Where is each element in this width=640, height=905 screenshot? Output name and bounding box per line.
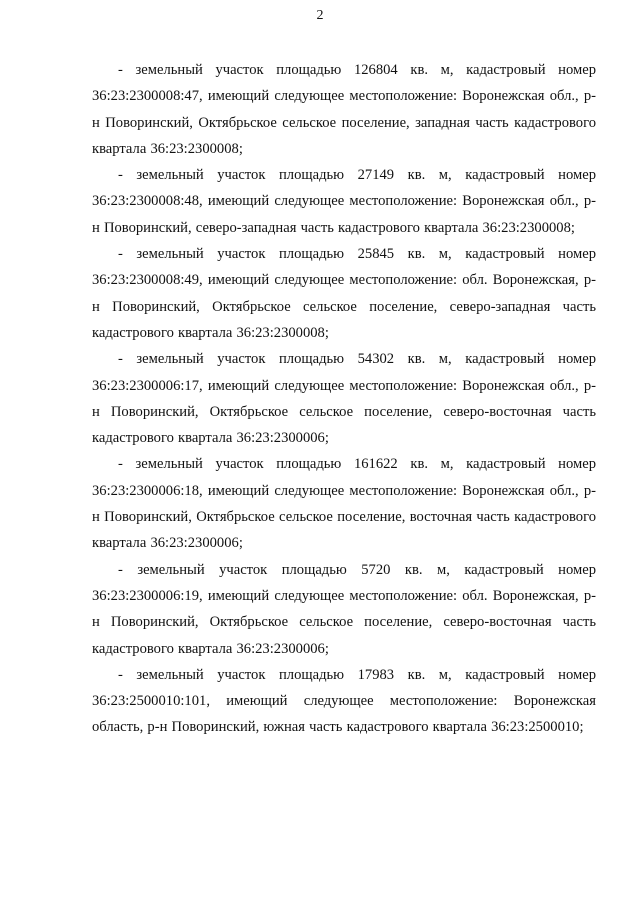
document-body (92, 57, 596, 741)
land-parcel-paragraph: - земельный участок площадью 5720 кв. м, кадастровый номер 36:23:2300006:19, имеющий следующее местоположение: обл. Воронежская, р-н Поворинский, Октябрьское сельское поселение, северо-восточная часть кадастрового квартала 36:23:2300006; (92, 561, 596, 657)
page-number: 2 (316, 8, 324, 23)
land-parcel-paragraph: - земельный участок площадью 54302 кв. м, кадастровый номер 36:23:2300006:17, имеющий следующее местоположение: Воронежская обл., р-н Поворинский, Октябрьское сельское поселение, северо-восточная часть кадастрового квартала 36:23:2300006; (92, 351, 596, 447)
land-parcel-paragraph: - земельный участок площадью 25845 кв. м, кадастровый номер 36:23:2300008:49, имеющий следующее местоположение: обл. Воронежская, р-н Поворинский, Октябрьское сельское поселение, северо-западная часть кадастрового квартала 36:23:2300008; (92, 246, 596, 341)
land-parcel-paragraph: - земельный участок площадью 17983 кв. м, кадастровый номер 36:23:2500010:101, имеющий следующее местоположение: Воронежская область, р-н Поворинский, южная часть кадастрового квартала 36:23:2500010; (92, 666, 596, 736)
land-parcel-paragraph: - земельный участок площадью 161622 кв. м, кадастровый номер 36:23:2300006:18, имеющий следующее местоположение: Воронежская обл., р-н Поворинский, Октябрьское сельское поселение, восточная часть кадастрового квартала 36:23:2300006; (92, 456, 596, 552)
land-parcel-paragraph: - земельный участок площадью 27149 кв. м, кадастровый номер 36:23:2300008:48, имеющий следующее местоположение: Воронежская обл., р-н Поворинский, северо-западная часть кадастрового квартала 36:23:2300008; (92, 167, 596, 236)
land-parcel-paragraph: - земельный участок площадью 126804 кв. м, кадастровый номер 36:23:2300008:47, имеющий следующее местоположение: Воронежская обл., р-н Поворинский, Октябрьское сельское поселение, западная часть кадастрового квартала 36:23:2300008; (92, 62, 596, 157)
